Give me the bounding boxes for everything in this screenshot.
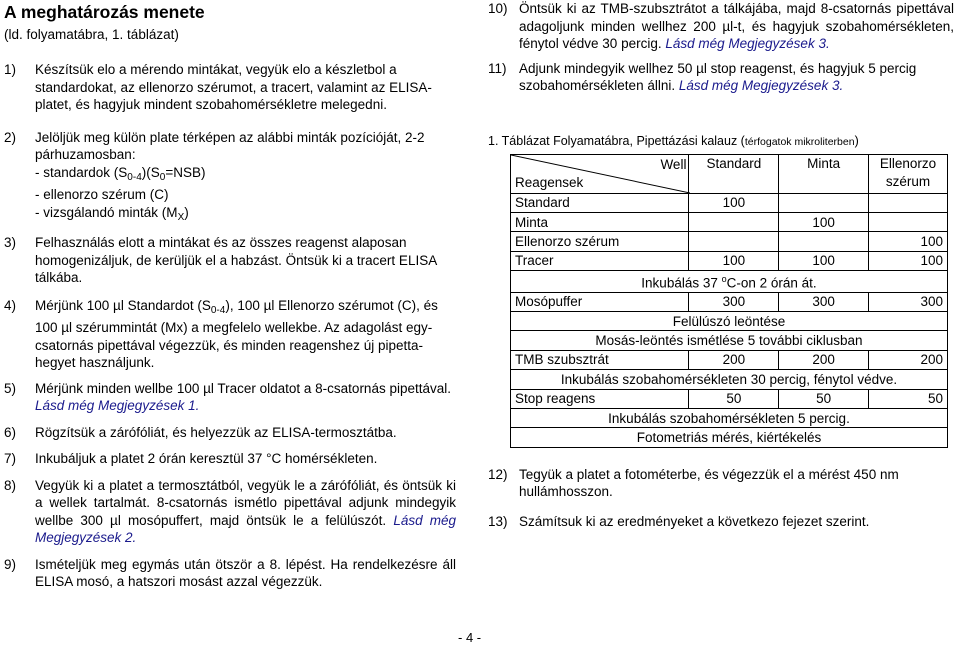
step-number: 5) — [4, 380, 17, 396]
step-4 — [4, 297, 456, 372]
step-12 — [488, 466, 954, 501]
step-number: 4) — [4, 297, 17, 313]
step-text: Mérjünk minden wellbe 100 µl Tracer oldatot a 8-csatornás pipettával. — [35, 380, 451, 396]
step-6 — [4, 424, 456, 442]
table-row: Ellenorzo szérum 100 — [511, 232, 948, 251]
step-2 — [4, 129, 456, 227]
table-row: Mosópuffer 300 300 300 — [511, 292, 948, 311]
step-8 — [4, 477, 456, 547]
table-row: Standard 100 — [511, 193, 948, 212]
row-label: TMB szubsztrát — [511, 350, 689, 369]
step-11 — [488, 60, 954, 95]
right-column — [488, 0, 954, 530]
row-label: Standard — [511, 193, 689, 212]
row-label: Mosópuffer — [511, 292, 689, 311]
header-control-serum: Ellenorzo szérum — [869, 154, 948, 193]
step-7 — [4, 450, 456, 468]
header-sample: Minta — [779, 154, 869, 193]
step-text: Ismételjük meg egymás után ötször a 8. lépést. Ha rendelkezésre áll ELISA mosó, a hatszori mosást azzal végezzük. — [35, 556, 456, 589]
standards-line: - standardok $(S_{0-4})(S_0=NSB)$ — [35, 164, 206, 183]
table-row: Minta 100 — [511, 212, 948, 231]
step-number: 8) — [4, 477, 17, 493]
step-number: 9) — [4, 556, 17, 572]
table-row: Stop reagens 50 50 50 — [511, 389, 948, 408]
step-13 — [488, 513, 954, 531]
step-text: Inkubáljuk a platet 2 órán keresztül 37 °C homérsékleten. — [35, 451, 378, 466]
wash-repeat-step: Mosás-leöntés ismétlése 5 további ciklusban — [511, 331, 948, 350]
table-span-row — [511, 271, 948, 293]
step-number: 12) — [488, 466, 508, 482]
step-text: Vegyük ki a platet a termosztátból, vegyük le a zárófóliát, és öntsük ki a wellek tartalmát. 8-csatornás ismétlo pipettával adjunk mindegyik wellbe 300 µl mosópuffert, majd öntsük le a felülúszót. — [35, 477, 456, 528]
step-3 — [4, 234, 456, 287]
diagonal-header-cell — [511, 154, 689, 193]
step-text: Számítsuk ki az eredményeket a következo fejezet szerint. — [519, 513, 870, 529]
step-text: Felhasználás elott a mintákat és az összes reagenst alaposan homogenizáljuk, de kerüljük el a habzást. Öntsük ki a tracert ELISA tálkába. — [35, 235, 437, 285]
step-number: 10) — [488, 1, 508, 16]
step-5 — [4, 380, 456, 415]
reagents-label: Reagensek — [515, 174, 584, 190]
samples-line: - vizsgálandó minták $(M_X)$ — [35, 204, 189, 223]
row-label: Minta — [511, 212, 689, 231]
left-column — [4, 2, 456, 591]
step-text: Öntsük ki az TMB-szubsztrátot a tálkájába, majd 8-csatornás pipettával adagoljunk minden wellhez 200 µl-t, és hagyjuk szobahomérsékleten, fénytol védve 30 percig. — [519, 1, 954, 51]
step-number: 13) — [488, 513, 508, 529]
step-number: 2) — [4, 129, 17, 145]
step-text: Adjunk mindegyik wellhez 50 µl stop reagenst, és hagyjuk 5 percig szobahomérsékleten állni. — [519, 60, 917, 93]
notes-reference: Lásd még Megjegyzések 3. — [678, 78, 844, 93]
page-number: - 4 - — [458, 630, 482, 645]
step-number: 1) — [4, 62, 17, 77]
measurement-step: Fotometriás mérés, kiértékelés — [511, 428, 948, 447]
section-heading: A meghatározás menete — [4, 2, 205, 22]
step-text: Mérjünk 100 µl Standardot $(S_{0-4})$, 100 µl Ellenorzo szérumot (C), és 100 µl szérummintát (Mx) a megfelelo wellekbe. Az adagolást egy-csatornás pipettával végezzük, és minden reagenshez új pipetta-hegyet használjunk. — [35, 297, 438, 370]
notes-reference: Lásd még Megjegyzések 1. — [35, 398, 200, 413]
table-span-row — [511, 311, 948, 330]
step-number: 11) — [488, 60, 507, 76]
step-text: Rögzítsük a zárófóliát, és helyezzük az ELISA-termosztátba. — [35, 424, 397, 440]
table-header-row — [511, 154, 948, 193]
table-span-row — [511, 370, 948, 389]
step-number: 3) — [4, 235, 17, 250]
table-caption: 1. Táblázat Folyamatábra, Pipettázási kalauz (térfogatok mikroliterben) — [488, 133, 859, 148]
row-label: Ellenorzo szérum — [511, 232, 689, 251]
step-9 — [4, 556, 456, 591]
incubation-step: Inkubálás 37 $^o$C-on 2 órán át. — [511, 271, 948, 293]
notes-reference: Lásd még Megjegyzések 3. — [665, 36, 830, 51]
incubation-step: Inkubálás szobahomérsékleten 5 percig. — [511, 408, 948, 427]
step-text: Jelöljük meg külön plate térképen az alábbi minták pozícióját, 2-2 párhuzamosban: — [35, 129, 425, 162]
step-text: Tegyük a platet a fotométerbe, és végezzük el a mérést 450 nm hullámhosszon. — [519, 466, 899, 500]
row-label: Tracer — [511, 251, 689, 270]
row-label: Stop reagens — [511, 389, 689, 408]
step-number: 7) — [4, 451, 17, 466]
table-span-row — [511, 331, 948, 350]
table-span-row — [511, 408, 948, 427]
incubation-step: Inkubálás szobahomérsékleten 30 percig, fénytol védve. — [511, 370, 948, 389]
table-row: TMB szubsztrát 200 200 200 — [511, 350, 948, 369]
notes-reference: Lásd még Megjegyzések 2. — [35, 512, 456, 545]
step-1 — [4, 61, 456, 114]
step-text: Készítsük elo a mérendo mintákat, vegyük elo a készletbol a standardokat, az ellenorzo szérumot, a tracert, valamint az ELISA-platet, és hagyjuk mindent szobahomérsékletre melegedni. — [35, 62, 432, 112]
control-line: - ellenorzo szérum (C) — [35, 187, 169, 202]
decant-step: Felülúszó leöntése — [511, 311, 948, 330]
pipetting-guide-table — [510, 154, 948, 448]
step-10 — [488, 0, 954, 53]
table-span-row — [511, 428, 948, 447]
table-row: Tracer 100 100 100 — [511, 251, 948, 270]
section-subheading: (ld. folyamatábra, 1. táblázat) — [4, 27, 179, 42]
header-standard: Standard — [689, 154, 779, 193]
step-number: 6) — [4, 424, 17, 440]
well-label: Well — [660, 156, 687, 172]
